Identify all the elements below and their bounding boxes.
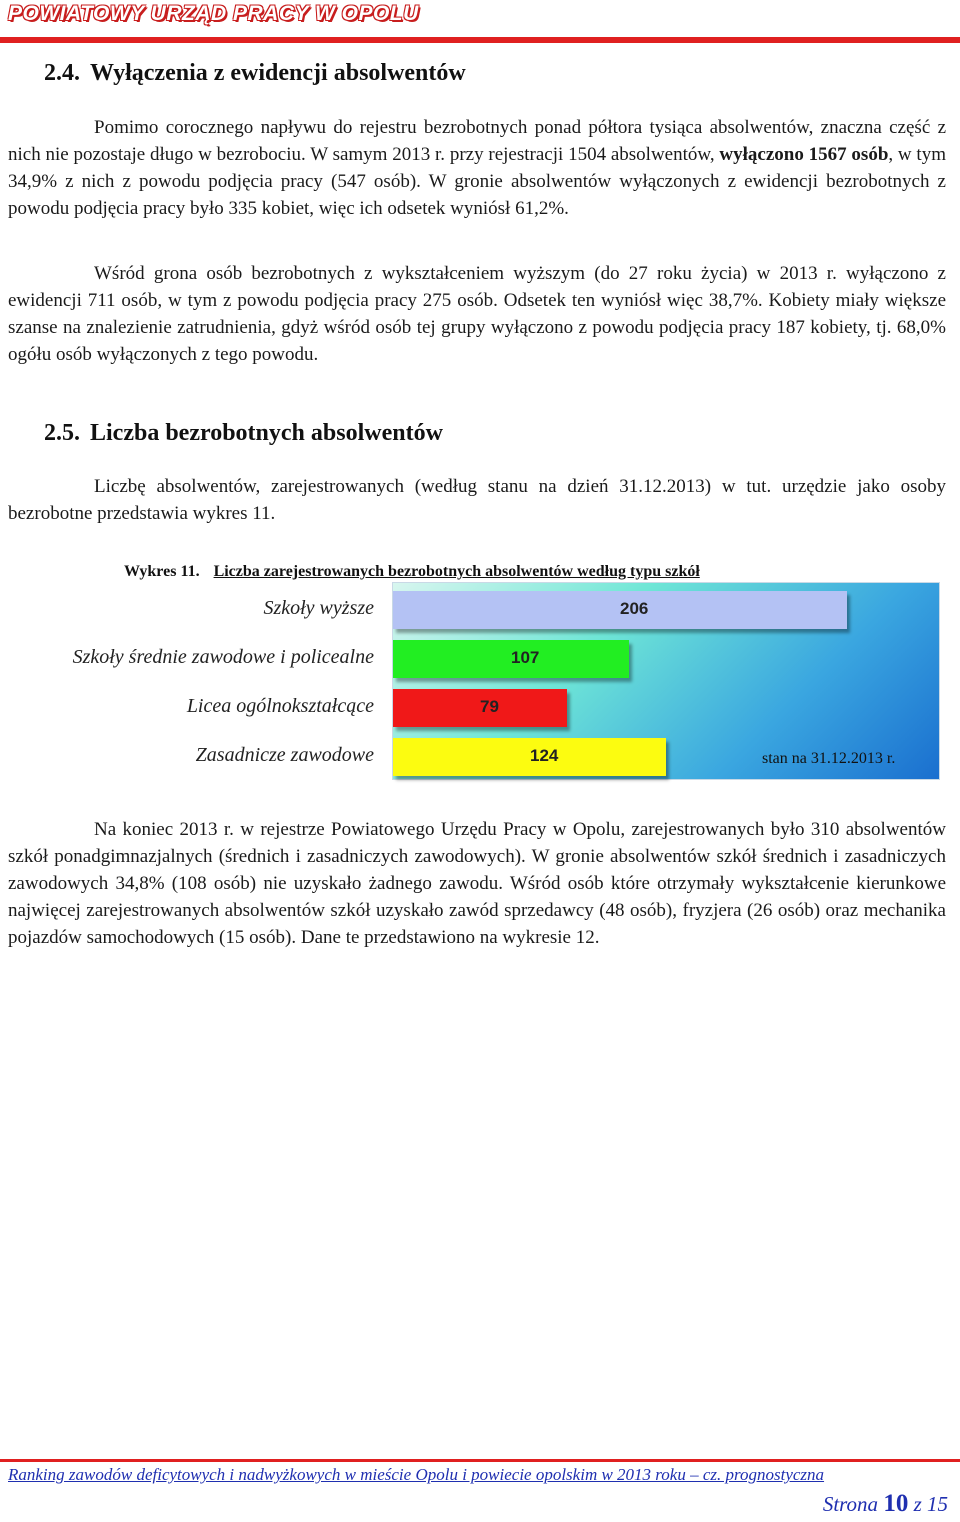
section-number: 2.4.: [44, 60, 80, 86]
section-title: Wyłączenia z ewidencji absolwentów: [90, 60, 466, 86]
paragraph-higher-education: Wśród grona osób bezrobotnych z wykształceniem wyższym (do 27 roku życia) w 2013 r. wyłączono z ewidencji 711 osób, w tym z powodu podjęcia pracy 275 osób. Odsetek ten wyniósł więc 38,7%. Kobiety miały większe szanse na znalezienie zatrudnienia, gdyż wśród osób tej grupy wyłączono z powodu podjęcia pracy 187 kobiety, tj. 68,0% ogółu osób wyłączonych z tego powodu.: [8, 263, 946, 365]
chart-data-label: 79: [480, 697, 499, 716]
chart-category-label: Szkoły wyższe: [263, 597, 374, 619]
footer-document-title: Ranking zawodów deficytowych i nadwyżkowych w mieście Opolu i powiecie opolskim w 2013 roku – cz. prognostyczna: [8, 1465, 825, 1484]
page-total: 15: [927, 1492, 948, 1516]
header-divider: [0, 37, 960, 43]
footer-divider: [0, 1459, 960, 1462]
chart-category-label: Zasadnicze zawodowe: [195, 744, 374, 766]
document-header-title: POWIATOWY URZĄD PRACY W OPOLU: [8, 2, 419, 25]
section-number: 2.5.: [44, 420, 80, 446]
chart-data-label: 124: [530, 746, 559, 765]
page-sep: z: [913, 1492, 922, 1516]
page-number: [823, 1490, 948, 1518]
chart-data-label: 206: [620, 599, 649, 618]
text-run: Pomimo corocznego napływu do rejestru bezrobotnych ponad półtora tysiąca absolwentów, znaczna część z nich nie pozostaje długo w bezrobociu. W samym 2013 r. przy rejestracji 1504 absolwentów,: [8, 117, 946, 165]
chart-data-label: 107: [511, 648, 540, 667]
paragraph-graduates-count: Liczbę absolwentów, zarejestrowanych (według stanu na dzień 31.12.2013) w tut. urzędzie jako osoby bezrobotne przedstawia wykres 11.: [8, 476, 946, 524]
chart-category-label: Licea ogólnokształcące: [186, 695, 374, 717]
page-current: 10: [883, 1490, 909, 1517]
bold-phrase: wyłączono 1567 osób: [719, 144, 889, 165]
chart-annotation: stan na 31.12.2013 r.: [762, 750, 896, 767]
section-heading-2-4: [44, 60, 466, 87]
section-heading-2-5: [44, 420, 443, 447]
chart-caption: [124, 563, 700, 581]
chart-caption-title: Liczba zarejestrowanych bezrobotnych absolwentów według typu szkół: [213, 563, 700, 580]
page-prefix: Strona: [822, 1492, 879, 1516]
paragraph-year-end-summary: Na koniec 2013 r. w rejestrze Powiatowego Urzędu Pracy w Opolu, zarejestrowanych było 310 absolwentów szkół ponadgimnazjalnych (średnich i zasadniczych zawodowych). W gronie absolwentów szkół średnich i zasadniczych zawodowych 34,8% (108 osób) nie uzyskało żadnego zawodu. Wśród osób które otrzymały wykształcenie kierunkowe najwięcej zarejestrowanych absolwentów szkół uzyskało zawód sprzedawcy (48 osób), fryzjera (26 osób) oraz mechanika pojazdów samochodowych (15 osób). Dane te przedstawiono na wykresie 12.: [8, 819, 946, 948]
section-title: Liczba bezrobotnych absolwentów: [90, 420, 443, 446]
chart-category-label: Szkoły średnie zawodowe i policealne: [72, 646, 374, 668]
text-run: , w tym 34,9% z nich z powodu podjęcia pracy (547 osób). W gronie absolwentów wyłączonych z ewidencji bezrobotnych z powodu podjęcia pracy było 335 kobiet, więc ich odsetek wyniósł 61,2%.: [8, 144, 946, 219]
chart-caption-label: Wykres 11.: [124, 563, 200, 580]
paragraph-exclusions: [8, 114, 946, 222]
